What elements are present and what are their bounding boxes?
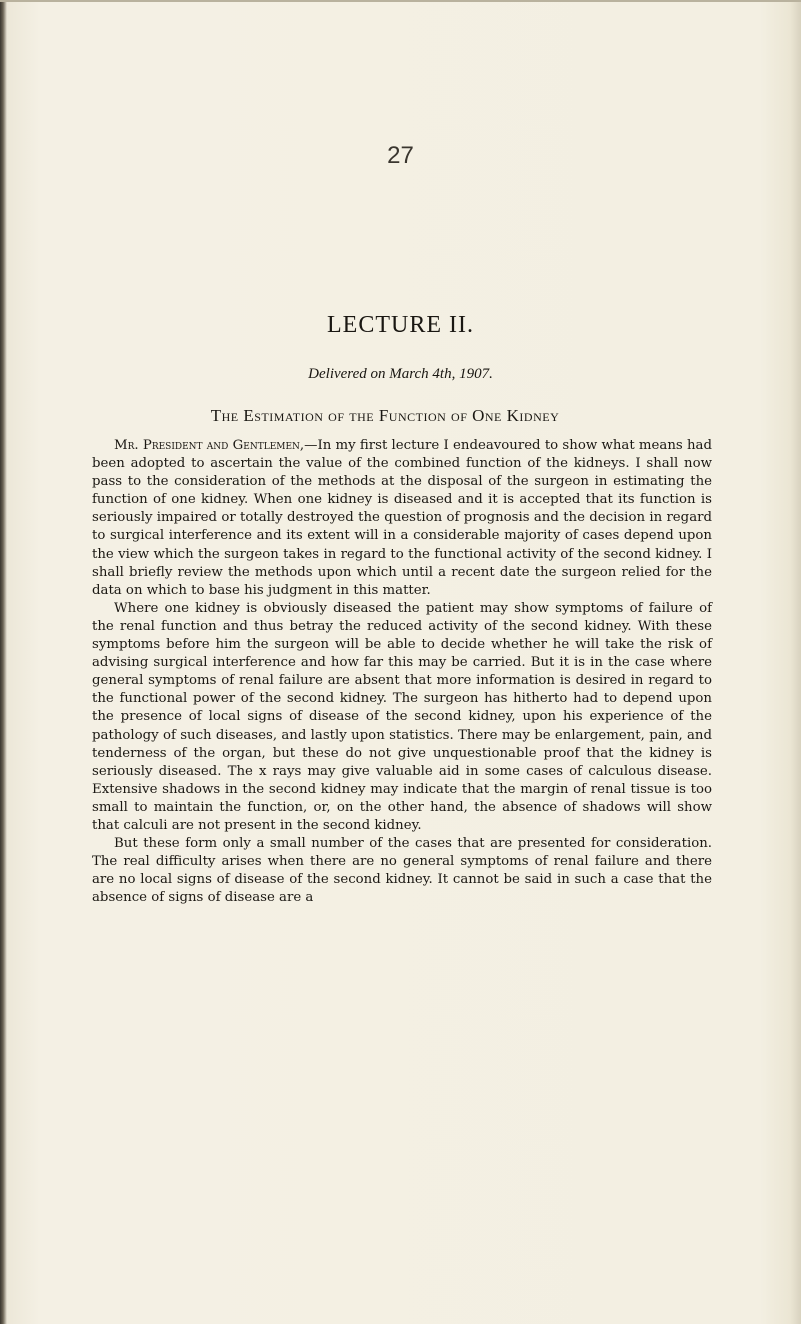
paragraph-2-text: Where one kidney is obviously diseased the patient may show symptoms of failure of the renal function and thus betray the reduced activity of the second kidney. With these symptoms before him the surgeon will be able to decide whether he will take the risk of advising surgical interference and how far this may be carried. But it is in the case where general symptoms of renal failure are absent that more information is desired in regard to the functional power of the second kidney. The surgeon has hitherto had to depend upon the presence of local signs of disease of the second kidney, upon his experience of the pathology of such diseases, and lastly upon statistics. There may be enlargement, pain, and tenderness of the organ, but these do not give unquestionable proof that the kidney is seriously diseased. The x rays may give valuable aid in some cases of calculous disease. Extensive shadows in the second kidney may indicate that the margin of renal tissue is too small to maintain the function, or, on the other hand, the absence of shadows will show that calculi are not present in the second kidney.	[92, 600, 712, 833]
lecture-title: LECTURE II.	[327, 312, 474, 338]
page-top-edge	[0, 0, 801, 2]
paragraph-3-text: But these form only a small number of the cases that are presented for consideration. The real difficulty arises when there are no general symptoms of renal failure and there are no local signs of disease of the second kidney. It cannot be said in such a case that the absence of signs of disease are a	[92, 836, 712, 906]
paragraph-2	[92, 600, 712, 835]
paragraph-1	[92, 437, 712, 600]
page-number: 27	[387, 142, 414, 169]
paragraph-1-text: —In my first lecture I endeavoured to show what means had been adopted to ascertain the value of the combined function of the kidneys. I shall now pass to the consideration of the methods at the disposal of the surgeon in estimating the function of one kidney. When one kidney is diseased and it is accepted that its function is seriously impaired or totally destroyed the question of prognosis and the decision in regard to surgical interference and its extent will in a considerable majority of cases depend upon the view which the surgeon takes in regard to the functional activity of the second kidney. I shall briefly review the methods upon which until a recent date the surgeon relied for the data on which to base his judgment in this matter.	[92, 438, 712, 598]
body-text	[92, 437, 712, 907]
salutation: Mr. President and Gentlemen,	[114, 438, 305, 453]
delivery-date-line: Delivered on March 4th, 1907.	[308, 366, 493, 382]
section-title: The Estimation of the Function of One Kidney	[210, 406, 560, 425]
paragraph-3	[92, 835, 712, 907]
